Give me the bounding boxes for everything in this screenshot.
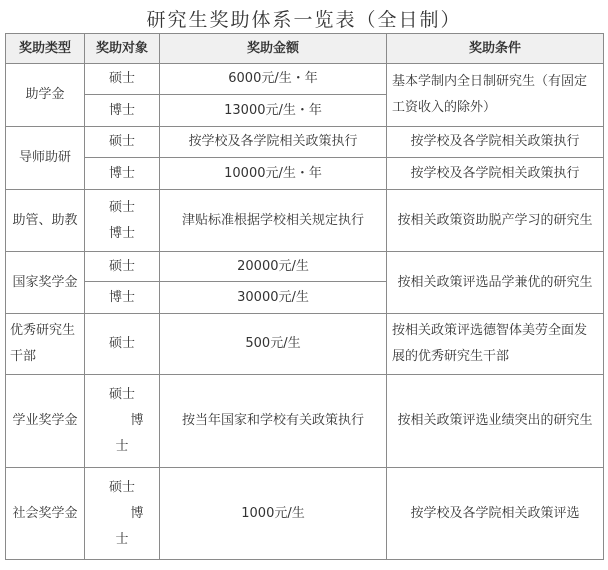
target-cell: 硕士 [85,314,160,375]
target-cell [85,468,160,560]
condition-cell: 按学校及各学院相关政策评选 [387,468,604,560]
header-type: 奖助类型 [6,34,85,64]
type-cell: 助管、助教 [6,190,85,252]
amount-cell: 1000元/生 [160,468,387,560]
table-row [6,158,604,190]
target-phd-1: 博 [130,413,144,428]
table-row [6,190,604,252]
target-ms: 硕士 [108,387,135,402]
condition-cell: 按相关政策评选品学兼优的研究生 [387,252,604,314]
amount-cell: 30000元/生 [160,282,387,314]
amount-cell: 10000元/生・年 [160,158,387,190]
condition-cell: 按学校及各学院相关政策执行 [387,158,604,190]
target-cell: 硕士 [85,252,160,282]
table-row [6,252,604,282]
table-row [6,127,604,158]
amount-cell: 500元/生 [160,314,387,375]
condition-cell: 基本学制内全日制研究生（有固定工资收入的除外） [387,64,604,127]
target-cell: 博士 [85,282,160,314]
type-cell: 社会奖学金 [6,468,85,560]
target-cell [85,375,160,468]
amount-cell: 按学校及各学院相关政策执行 [160,127,387,158]
amount-cell: 按当年国家和学校有关政策执行 [160,375,387,468]
target-phd-2: 士 [115,531,129,547]
condition-cell: 按相关政策评选德智体美劳全面发展的优秀研究生干部 [387,314,604,375]
type-cell: 助学金 [6,64,85,127]
amount-cell: 13000元/生・年 [160,95,387,127]
target-ms: 硕士 [108,199,135,215]
condition-cell: 按相关政策评选业绩突出的研究生 [387,375,604,468]
page-title: 研究生奖助体系一览表（全日制） [146,9,462,31]
amount-cell: 6000元/生・年 [160,64,387,95]
condition-cell: 按相关政策资助脱产学习的研究生 [387,190,604,252]
target-phd-1: 博 [130,505,144,521]
target-cell: 硕士 [85,127,160,158]
target-ms: 硕士 [108,479,135,495]
type-cell: 学业奖学金 [6,375,85,468]
target-cell: 博士 [85,158,160,190]
header-amount: 奖助金额 [160,34,387,64]
amount-cell: 津贴标准根据学校相关规定执行 [160,190,387,252]
amount-cell: 20000元/生 [160,252,387,282]
header-target: 奖助对象 [85,34,160,64]
target-cell [85,190,160,252]
target-cell: 硕士 [85,64,160,95]
type-cell: 优秀研究生干部 [6,314,85,375]
table-row [6,64,604,95]
target-cell: 博士 [85,95,160,127]
target-phd-2: 士 [115,439,129,454]
condition-cell: 按学校及各学院相关政策执行 [387,127,604,158]
type-cell: 国家奖学金 [6,252,85,314]
table-row [6,375,604,468]
scholarship-table [5,33,604,560]
target-phd: 博士 [108,225,135,241]
table-header-row [6,34,604,64]
type-cell: 导师助研 [6,127,85,190]
table-row [6,468,604,560]
header-condition: 奖助条件 [387,34,604,64]
table-row [6,314,604,375]
